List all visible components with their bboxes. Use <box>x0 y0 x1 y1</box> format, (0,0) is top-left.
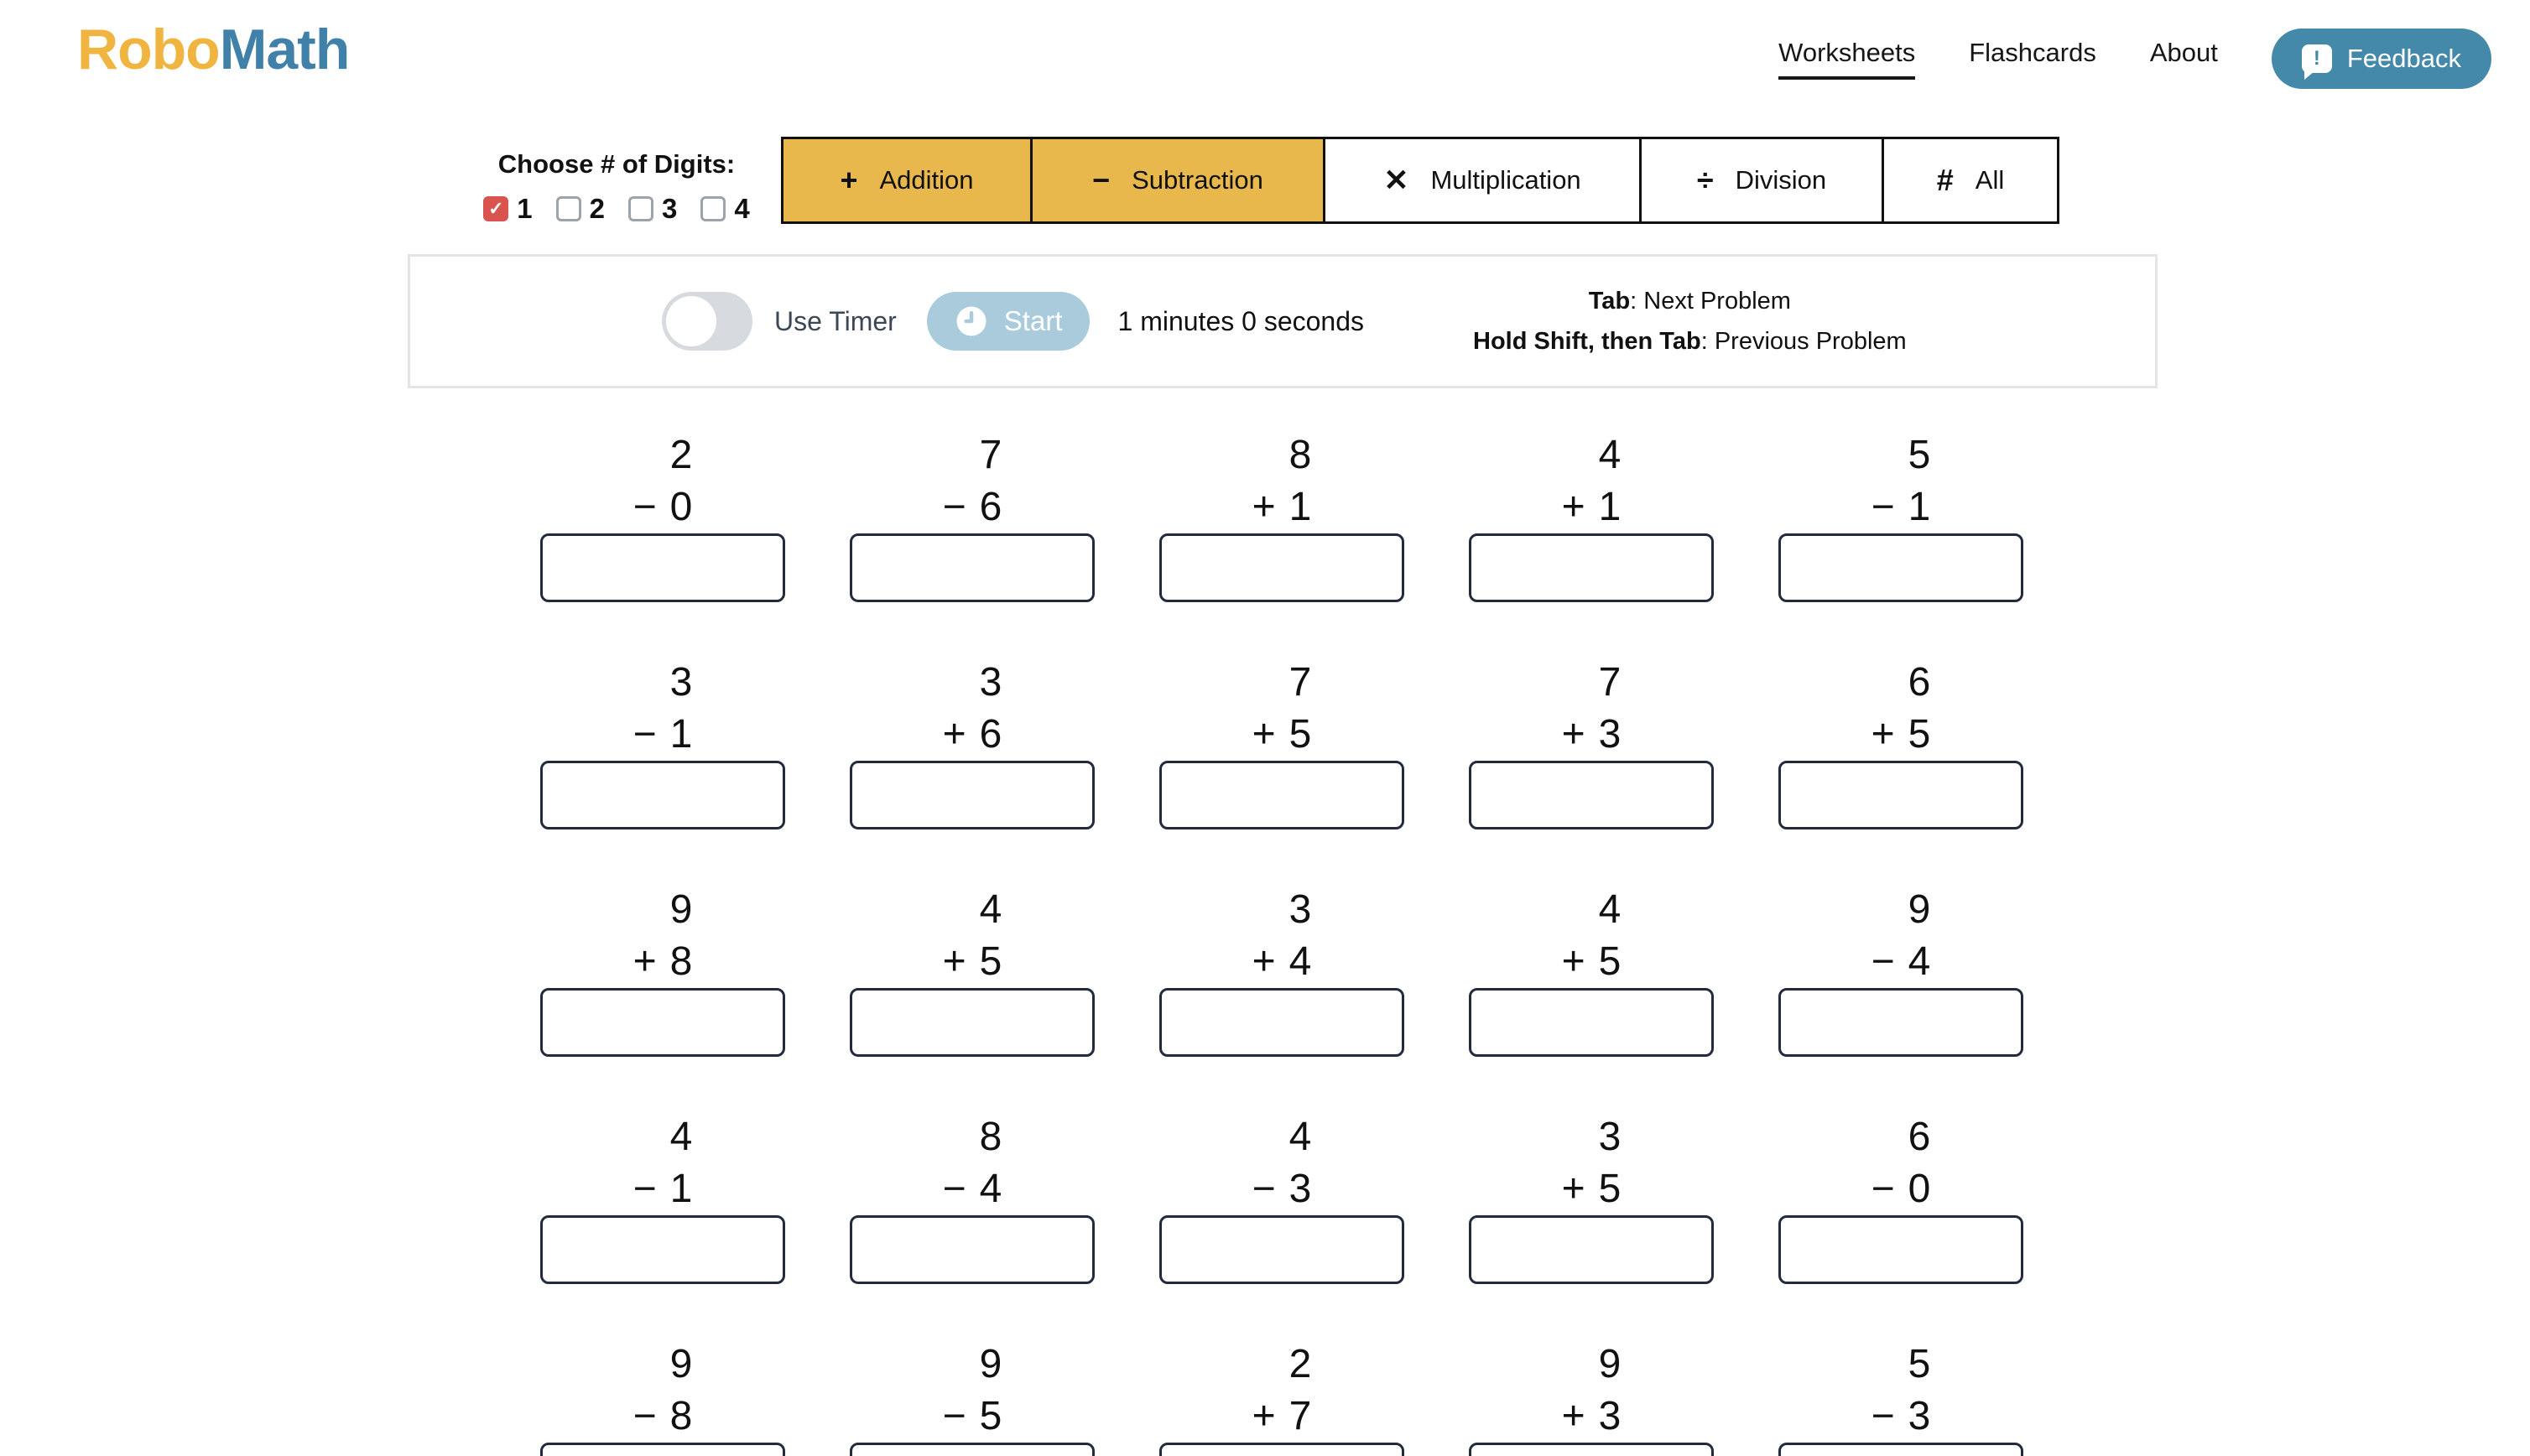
clock-icon <box>954 304 989 339</box>
answer-input[interactable] <box>850 988 1095 1057</box>
problem-cell <box>1159 1339 1404 1456</box>
problem-bottom-line <box>633 709 693 761</box>
problem-text <box>943 1111 1002 1215</box>
problem-cell <box>1159 884 1404 1057</box>
problem-bottom-number: 1 <box>669 1167 693 1211</box>
problem-bottom-number: 3 <box>1598 1394 1622 1438</box>
problem-cell <box>540 429 785 602</box>
problem-cell <box>1469 884 1714 1057</box>
problem-top-number: 4 <box>979 887 1002 932</box>
nav-links <box>1778 38 2218 80</box>
problem-text <box>633 884 693 988</box>
answer-input[interactable] <box>1469 761 1714 829</box>
answer-input[interactable] <box>1469 533 1714 602</box>
checkbox-checked-icon[interactable]: ✓ <box>483 196 508 221</box>
problem-bottom-line <box>1871 936 1931 988</box>
problem-bottom-number: 1 <box>1908 485 1931 529</box>
problem-operator: − <box>942 1394 966 1438</box>
problem-bottom-line <box>943 709 1002 761</box>
problem-bottom-line <box>633 481 693 533</box>
problem-bottom-number: 4 <box>1908 939 1931 984</box>
feedback-label: Feedback <box>2346 44 2461 73</box>
problem-text <box>1252 429 1312 533</box>
problem-top-number: 4 <box>1598 433 1622 477</box>
problem-top-number: 6 <box>1908 660 1931 705</box>
problem-top-number: 7 <box>979 433 1002 477</box>
problem-cell <box>850 884 1095 1057</box>
problem-bottom-number: 7 <box>1288 1394 1312 1438</box>
problem-bottom-number: 4 <box>1288 939 1312 984</box>
digit-chooser <box>470 149 763 225</box>
problem-text <box>633 1111 693 1215</box>
problem-cell <box>1778 429 2023 602</box>
answer-input[interactable] <box>540 533 785 602</box>
hint-next-problem: Tab: Next Problem <box>1588 288 1791 315</box>
problem-operator: − <box>1871 1394 1895 1438</box>
problem-operator: + <box>1871 712 1895 757</box>
problem-text <box>1252 1339 1312 1443</box>
answer-input[interactable] <box>850 1215 1095 1284</box>
op-button-label: Multiplication <box>1430 165 1581 195</box>
problem-bottom-line <box>633 1163 693 1215</box>
problem-operator: − <box>632 1394 657 1438</box>
problem-cell <box>1469 429 1714 602</box>
checkbox-unchecked-icon[interactable] <box>628 196 653 221</box>
digit-chooser-title: Choose # of Digits: <box>497 149 736 179</box>
nav-item-flashcards[interactable]: Flashcards <box>1969 38 2096 67</box>
problem-bottom-line <box>1252 1391 1312 1443</box>
checkbox-unchecked-icon[interactable] <box>700 196 726 221</box>
problem-text <box>633 1339 693 1443</box>
problem-text <box>1252 1111 1312 1215</box>
problem-operator: + <box>1252 939 1276 984</box>
problem-operator: − <box>1252 1167 1276 1211</box>
answer-input[interactable] <box>1159 533 1404 602</box>
problem-top-number: 3 <box>979 660 1002 705</box>
answer-input[interactable] <box>540 988 785 1057</box>
nav-item-worksheets[interactable]: Worksheets <box>1778 38 1915 80</box>
problem-cell <box>540 884 785 1057</box>
digit-option-2[interactable] <box>556 193 605 225</box>
problem-bottom-line <box>1562 1391 1622 1443</box>
operation-buttons <box>781 137 2059 224</box>
problem-bottom-number: 3 <box>1598 712 1622 757</box>
problem-operator: + <box>1561 1167 1585 1211</box>
problem-operator: + <box>1252 485 1276 529</box>
problem-cell <box>1469 1339 1714 1456</box>
problem-bottom-line <box>1871 1391 1931 1443</box>
op-button-all[interactable] <box>1882 137 2059 224</box>
op-button-addition[interactable] <box>781 137 1033 224</box>
problem-top-number: 9 <box>979 1342 1002 1386</box>
problem-text <box>1871 1339 1931 1443</box>
answer-input[interactable] <box>1159 988 1404 1057</box>
problem-top-number: 9 <box>1908 887 1931 932</box>
problem-top-number: 4 <box>1598 887 1622 932</box>
problem-operator: − <box>1871 1167 1895 1211</box>
answer-input[interactable] <box>1778 988 2023 1057</box>
problem-operator: + <box>1561 939 1585 984</box>
answer-input[interactable] <box>1469 1215 1714 1284</box>
problem-cell <box>850 429 1095 602</box>
problem-bottom-line <box>1252 481 1312 533</box>
problem-top-number: 3 <box>1288 887 1312 932</box>
checkbox-unchecked-icon[interactable] <box>556 196 581 221</box>
problem-cell <box>540 1339 785 1456</box>
problem-top-number: 9 <box>669 1342 693 1386</box>
problem-cell <box>1778 1111 2023 1284</box>
problem-bottom-number: 8 <box>669 939 693 984</box>
problem-operator: − <box>1871 485 1895 529</box>
problem-top-number: 9 <box>1598 1342 1622 1386</box>
problem-cell <box>540 657 785 829</box>
op-button-subtraction[interactable] <box>1030 137 1325 224</box>
problem-bottom-number: 0 <box>669 485 693 529</box>
problem-bottom-number: 0 <box>1908 1167 1931 1211</box>
problem-top-number: 8 <box>1288 433 1312 477</box>
answer-input[interactable] <box>1469 1443 1714 1456</box>
problem-bottom-line <box>1252 709 1312 761</box>
problem-operator: + <box>1561 1394 1585 1438</box>
answer-input[interactable] <box>1778 761 2023 829</box>
problem-operator: − <box>942 485 966 529</box>
problem-text <box>633 657 693 761</box>
answer-input[interactable] <box>1778 533 2023 602</box>
problems-grid <box>540 429 2023 1456</box>
op-button-multiplication[interactable] <box>1323 137 1642 224</box>
addition-icon: + <box>840 163 858 197</box>
nav-item-about[interactable]: About <box>2149 38 2218 67</box>
op-button-label: Addition <box>879 165 974 195</box>
problem-top-number: 4 <box>1288 1115 1312 1159</box>
problem-top-number: 2 <box>1288 1342 1312 1386</box>
feedback-speech-bubble-icon: ! <box>2302 44 2332 73</box>
problem-top-number: 7 <box>1288 660 1312 705</box>
problem-bottom-line <box>943 1163 1002 1215</box>
op-button-label: Subtraction <box>1132 165 1263 195</box>
use-timer-label: Use Timer <box>774 305 897 336</box>
problem-bottom-line <box>943 1391 1002 1443</box>
answer-input[interactable] <box>1159 1443 1404 1456</box>
problem-bottom-line <box>633 936 693 988</box>
problem-bottom-line <box>1871 709 1931 761</box>
digit-option-label: 3 <box>662 193 678 224</box>
problem-text <box>943 429 1002 533</box>
use-timer-toggle[interactable] <box>662 292 752 351</box>
problem-bottom-number: 1 <box>1598 485 1622 529</box>
answer-input[interactable] <box>1778 1443 2023 1456</box>
problem-cell <box>850 657 1095 829</box>
problem-cell <box>1778 657 2023 829</box>
start-timer-button[interactable] <box>927 292 1090 351</box>
problem-bottom-number: 1 <box>669 712 693 757</box>
digit-option-3[interactable] <box>628 193 677 225</box>
problem-top-number: 3 <box>669 660 693 705</box>
division-icon: ÷ <box>1696 163 1714 197</box>
problem-text <box>1562 429 1622 533</box>
problem-bottom-number: 5 <box>1288 712 1312 757</box>
problem-top-number: 5 <box>1908 433 1931 477</box>
problem-cell <box>850 1111 1095 1284</box>
main-nav <box>1778 29 2491 89</box>
logo-math: Math <box>219 18 350 81</box>
subtraction-icon: − <box>1092 163 1111 197</box>
problem-bottom-number: 6 <box>979 712 1002 757</box>
problem-text <box>1562 1339 1622 1443</box>
problem-operator: + <box>942 712 966 757</box>
problem-operator: + <box>1561 485 1585 529</box>
problem-bottom-line <box>1871 1163 1931 1215</box>
problem-operator: − <box>1871 939 1895 984</box>
problem-operator: + <box>1252 1394 1276 1438</box>
timer-duration: 1 minutes 0 seconds <box>1117 305 1364 336</box>
problem-text <box>1562 884 1622 988</box>
answer-input[interactable] <box>540 761 785 829</box>
digit-option-1[interactable] <box>483 193 532 225</box>
problem-bottom-number: 3 <box>1908 1394 1931 1438</box>
problem-cell <box>540 1111 785 1284</box>
timer-panel <box>408 254 2158 388</box>
problem-operator: + <box>632 939 657 984</box>
problem-text <box>633 429 693 533</box>
problem-top-number: 9 <box>669 887 693 932</box>
logo-robo: Robo <box>77 18 220 81</box>
answer-input[interactable] <box>1159 1215 1404 1284</box>
answer-input[interactable] <box>850 761 1095 829</box>
problem-bottom-line <box>943 936 1002 988</box>
problem-top-number: 7 <box>1598 660 1622 705</box>
problem-text <box>943 1339 1002 1443</box>
problem-bottom-number: 8 <box>669 1394 693 1438</box>
problem-text <box>943 657 1002 761</box>
problem-text <box>1871 657 1931 761</box>
digit-options <box>470 193 763 225</box>
problem-bottom-line <box>1252 1163 1312 1215</box>
hint-previous-problem: Hold Shift, then Tab: Previous Problem <box>1473 328 1907 355</box>
problem-text <box>1562 1111 1622 1215</box>
problem-bottom-line <box>1562 936 1622 988</box>
problem-text <box>1252 657 1312 761</box>
digit-option-4[interactable] <box>700 193 749 225</box>
problem-bottom-number: 5 <box>1598 939 1622 984</box>
problem-top-number: 8 <box>979 1115 1002 1159</box>
answer-input[interactable] <box>1159 761 1404 829</box>
problem-cell <box>1159 657 1404 829</box>
problem-text <box>1562 657 1622 761</box>
problem-operator: − <box>942 1167 966 1211</box>
multiplication-icon: ✕ <box>1383 163 1409 197</box>
answer-input[interactable] <box>540 1215 785 1284</box>
problem-bottom-line <box>1871 481 1931 533</box>
problem-text <box>1871 884 1931 988</box>
problem-bottom-line <box>633 1391 693 1443</box>
start-label: Start <box>1003 305 1063 336</box>
problem-cell <box>1469 1111 1714 1284</box>
feedback-button[interactable] <box>2272 29 2491 89</box>
op-button-division[interactable] <box>1639 137 1884 224</box>
problem-operator: + <box>1561 712 1585 757</box>
problem-top-number: 2 <box>669 433 693 477</box>
robomath-logo[interactable] <box>77 17 349 82</box>
problem-bottom-number: 5 <box>1908 712 1931 757</box>
problem-cell <box>1159 429 1404 602</box>
answer-input[interactable] <box>1778 1215 2023 1284</box>
answer-input[interactable] <box>850 1443 1095 1456</box>
problem-bottom-number: 5 <box>979 1394 1002 1438</box>
problem-bottom-number: 1 <box>1288 485 1312 529</box>
problem-text <box>1871 429 1931 533</box>
problem-cell <box>1159 1111 1404 1284</box>
problem-bottom-line <box>1562 1163 1622 1215</box>
problem-bottom-line <box>1562 481 1622 533</box>
op-button-label: Division <box>1735 165 1827 195</box>
problem-operator: − <box>632 712 657 757</box>
problem-cell <box>1778 1339 2023 1456</box>
all-icon: # <box>1936 163 1954 197</box>
problem-text <box>1871 1111 1931 1215</box>
digit-option-label: 4 <box>734 193 750 224</box>
problem-text <box>943 884 1002 988</box>
problem-bottom-line <box>1252 936 1312 988</box>
problem-bottom-number: 5 <box>1598 1167 1622 1211</box>
problem-bottom-line <box>943 481 1002 533</box>
problem-bottom-number: 3 <box>1288 1167 1312 1211</box>
problem-top-number: 6 <box>1908 1115 1931 1159</box>
digit-option-label: 1 <box>517 193 533 224</box>
problem-operator: − <box>632 1167 657 1211</box>
problem-operator: − <box>632 485 657 529</box>
problem-top-number: 3 <box>1598 1115 1622 1159</box>
problem-text <box>1252 884 1312 988</box>
problem-top-number: 5 <box>1908 1342 1931 1386</box>
op-button-label: All <box>1975 165 2005 195</box>
problem-cell <box>1778 884 2023 1057</box>
keyboard-hints <box>1473 281 1907 361</box>
answer-input[interactable] <box>1469 988 1714 1057</box>
problem-operator: + <box>942 939 966 984</box>
answer-input[interactable] <box>540 1443 785 1456</box>
answer-input[interactable] <box>850 533 1095 602</box>
digit-option-label: 2 <box>589 193 605 224</box>
problem-cell <box>850 1339 1095 1456</box>
problem-bottom-number: 6 <box>979 485 1002 529</box>
problem-bottom-line <box>1562 709 1622 761</box>
problem-bottom-number: 5 <box>979 939 1002 984</box>
problem-cell <box>1469 657 1714 829</box>
toggle-knob <box>666 296 716 346</box>
problem-bottom-number: 4 <box>979 1167 1002 1211</box>
problem-top-number: 4 <box>669 1115 693 1159</box>
problem-operator: + <box>1252 712 1276 757</box>
